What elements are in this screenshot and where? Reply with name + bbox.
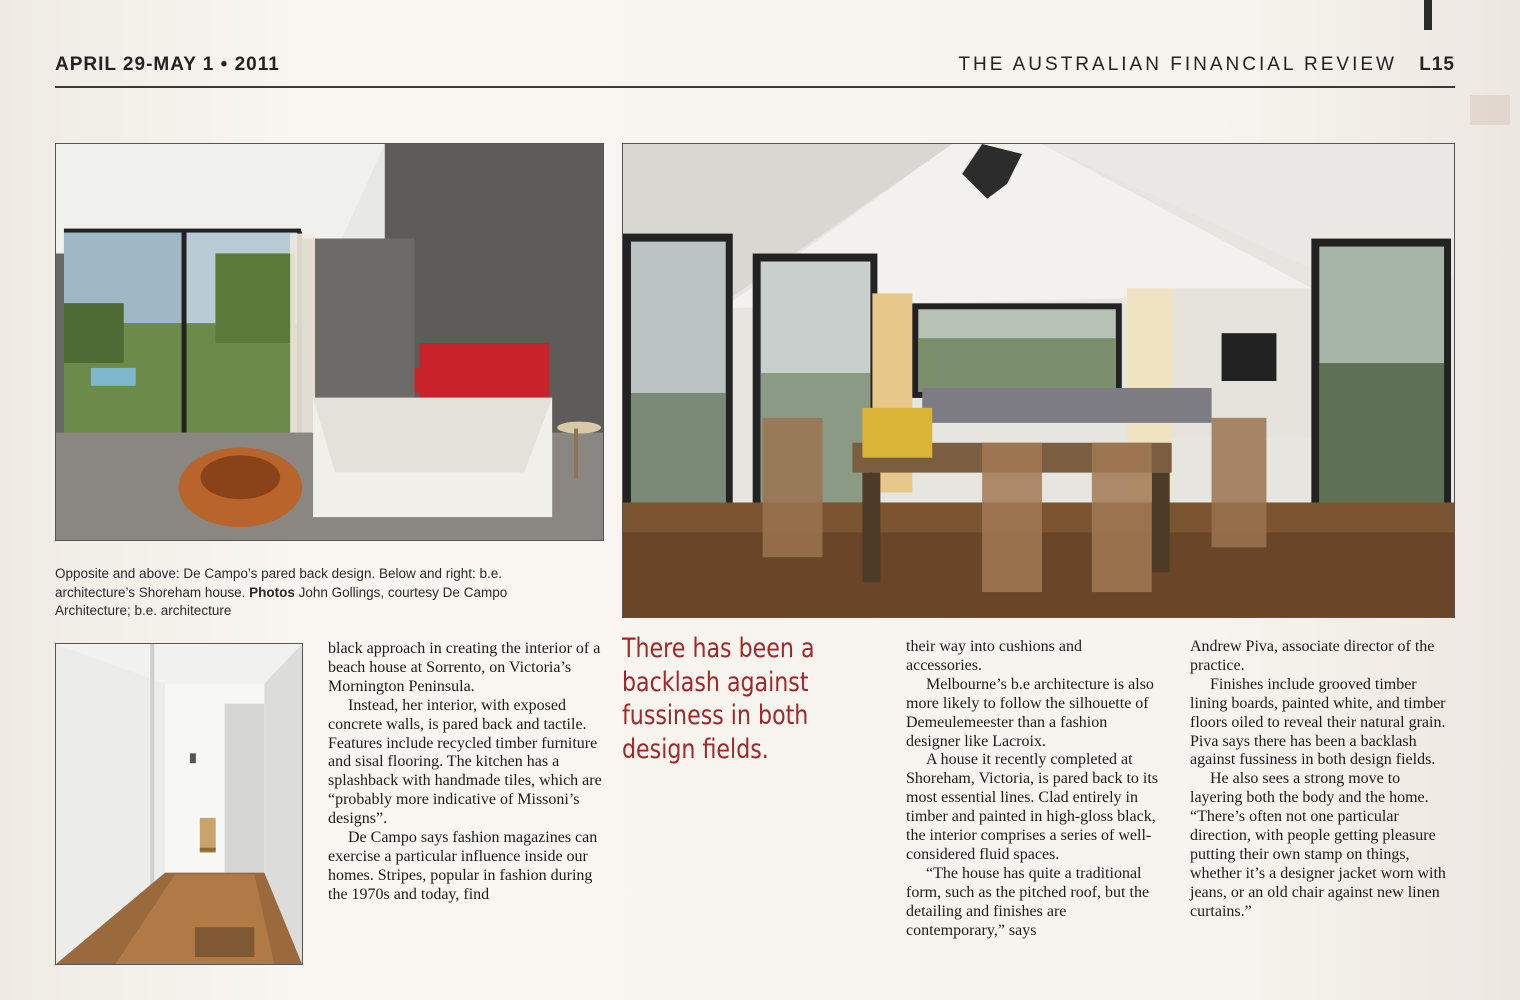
paragraph: their way into cushions and accessories. [906,638,1082,674]
page-number: L15 [1419,54,1455,75]
dining-room-photo [622,143,1455,618]
paragraph: He also sees a strong move to layering both the body and the home. “There’s often not one particular direction, with people getting pleasure putting their own stamp on things, whether it’s a designer jacket worn with jeans, or an old chair against new linen curtains.” [1190,770,1446,920]
paragraph: A house it recently completed at Shoreham, Victoria, is pared back to its most essential lines. Clad entirely in timber and painted in high-gloss black, the interior comprises a series of well-considered fluid spaces. [906,751,1159,863]
publication-name: THE AUSTRALIAN FINANCIAL REVIEW [958,54,1397,75]
paragraph: Finishes include grooved timber lining boards, painted white, and timber floors oiled to reveal their natural grain. Piva says there has been a backlash against fussiness in both design fields. [1190,675,1446,769]
issue-date: APRIL 29-MAY 1 • 2011 [55,54,280,75]
dining-room-photo-icon [623,144,1454,617]
bedroom-photo [55,143,604,541]
page-edge-mark [1424,0,1432,30]
photo-caption [55,565,555,621]
caption-credit-label: Photos [249,584,295,600]
masthead [55,54,1455,84]
paragraph: Melbourne’s b.e architecture is also more likely to follow the silhouette of Demeulemeester than a fashion designer like Lacroix. [906,675,1154,750]
caption-credit: John Gollings, courtesy De Campo Architecture; b.e. architecture [55,584,508,618]
corridor-photo [55,643,303,965]
article-column-3 [906,638,1161,941]
paragraph: Andrew Piva, associate director of the practice. [1190,638,1435,674]
article-column-4 [1190,638,1455,922]
corridor-photo-icon [56,644,302,964]
paragraph: black approach in creating the interior of a beach house at Sorrento, on Victoria’s Mornington Peninsula. [328,640,601,695]
bedroom-photo-icon [56,144,603,540]
paragraph: Instead, her interior, with exposed concrete walls, is pared back and tactile. Features include recycled timber furniture and sisal flooring. The kitchen has a splashback with handmade tiles, which are “probably more indicative of Missoni’s designs”. [328,696,602,828]
bleed-through [1470,95,1510,125]
paragraph: “The house has quite a traditional form, such as the pitched roof, but the detailing and finishes are contemporary,” says [906,864,1150,939]
paragraph: De Campo says fashion magazines can exercise a particular influence inside our homes. Stripes, popular in fashion during the 1970s and today, find [328,829,598,903]
masthead-rule [55,86,1455,88]
caption-lead: Opposite and above: De Campo’s pared back design. Below and right: b.e. architecture’s Shoreham house. [55,566,503,600]
pull-quote: There has been a backlash against fussiness in both design fields. [622,633,815,765]
article-column-1 [328,640,608,905]
